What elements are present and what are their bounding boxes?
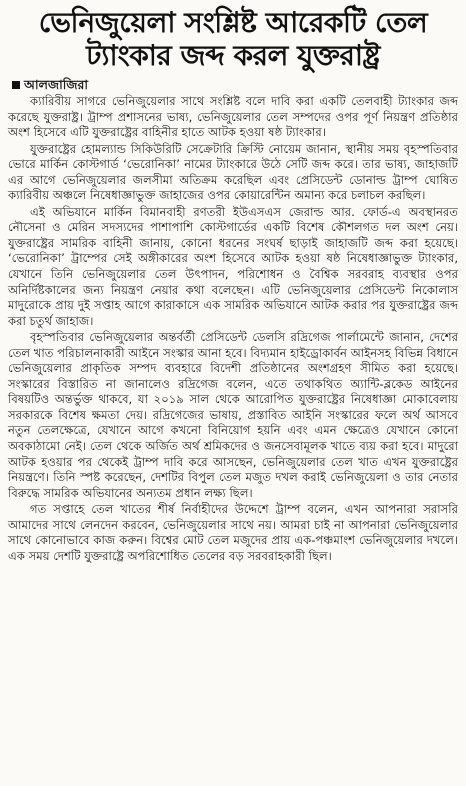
source-name: আলজাজিরা [24,77,88,92]
bullet-square-icon [12,81,20,89]
paragraph-1: ক্যারিবীয় সাগরে ভেনিজুয়েলার সাথে সংশ্লিষ্ট বলে দাবি করা একটি তেলবাহী ট্যাংকার জব্দ করেছে যুক্তরাষ্ট্র। ট্রাম্প প্রশাসনের ভাষ্য, ভেনিজুয়েলার তেল সম্পদের ওপর পূর্ণ নিয়ন্ত্রণ প্রতিষ্ঠার অংশ হিসেবে এটি যুক্তরাষ্ট্রের বাহিনীর হাতে আটক হওয়া ষষ্ঠ ট্যাংকার। [8,94,458,140]
paragraph-3: এই অভিযানে মার্কিন বিমানবাহী রণতরী ইউএসএস জেরাল্ড আর. ফোর্ড-এ অবস্থানরত নৌসেনা ও মেরিন সদস্যদের পাশাপাশি কোস্টগার্ডের একটি বিশেষ কৌশলগত দল অংশ নেয়। যুক্তরাষ্ট্রের সামরিক বাহিনী জানায়, কোনো ধরনের সংঘর্ষ ছাড়াই জাহাজটি জব্দ করা হয়েছে। ‘ভেরোনিকা’ ট্রাম্পের সেই অঙ্গীকারের অংশ হিসেবে আটক হওয়া ষষ্ঠ নিষেধাজ্ঞাভুক্ত ট্যাংকার, যেখানে তিনি ভেনিজুয়েলার তেল উৎপাদন, পরিশোধন ও বৈশ্বিক সরবরাহ ব্যবস্থার ওপর অনির্দিষ্টকালের জন্য নিয়ন্ত্রণ নেয়ার কথা বলেছেন। এটি ভেনিজুয়েলার প্রেসিডেন্ট নিকোলাস মাদুরোকে প্রায় দুই সপ্তাহ আগে কারাকাসে এক সামরিক অভিযানে আটক করার পর যুক্তরাষ্ট্রের জব্দ করা চতুর্থ জাহাজ। [8,204,458,328]
source-line [8,76,458,93]
paragraph-5: গত সপ্তাহে তেল খাতের শীর্ষ নির্বাহীদের উদ্দেশে ট্রাম্প বলেন, এখন আপনারা সরাসরি আমাদের সাথে লেনদেন করবেন, ভেনিজুয়েলার সাথে নয়। আমরা চাই না আপনারা ভেনিজুয়েলার সাথে কোনোভাবে কাজ করুন। বিশ্বের মোট তেল মজুদের প্রায় এক-পঞ্চমাংশ ভেনিজুয়েলার দখলে। এক সময় দেশটি যুক্তরাষ্ট্রে অপরিশোধিত তেলের বড় সরবরাহকারী ছিল। [8,502,458,563]
paragraph-2: যুক্তরাষ্ট্রের হোমল্যান্ড সিকিউরিটি সেক্রেটারি ক্রিস্টি নোয়েম জানান, স্থানীয় সময় বৃহস্পতিবার ভোরে মার্কিন কোস্টগার্ড ‘ভেরোনিকা’ নামের ট্যাংকারে উঠে সেটি জব্দ করে। তার ভাষ্য, জাহাজটি এর আগে ভেনিজুয়েলার জলসীমা অতিক্রম করেছিল এবং প্রেসিডেন্ট ডোনাল্ড ট্রাম্প ঘোষিত ক্যারিবীয় অঞ্চলে নিষেধাজ্ঞাভুক্ত জাহাজের ওপর কোয়ারেন্টিন অমান্য করে চলাচল করছিল। [8,141,458,203]
paragraph-4: বৃহস্পতিবার ভেনিজুয়েলার অন্তর্বর্তী প্রেসিডেন্ট ডেলসি রদ্রিগেজ পার্লামেন্টে জানান, দেশের তেল খাত পরিচালনাকারী আইনে সংস্কার আনা হবে। বিদ্যমান হাইড্রোকার্বন আইনসহ বিভিন্ন বিধানে ভেনিজুয়েলার প্রাকৃতিক সম্পদ ব্যবহারে বিদেশী প্রতিষ্ঠানের অংশগ্রহণ সীমিত করা হয়েছে। সংস্কারের বিস্তারিত না জানালেও রদ্রিগেজ বলেন, এতে তথাকথিত অ্যান্টি-ব্লকেড আইনের বিষয়টিও অন্তর্ভুক্ত থাকবে, যা ২০১৯ সাল থেকে আরোপিত যুক্তরাষ্ট্রের নিষেধাজ্ঞা মোকাবেলায় সরকারকে বিশেষ ক্ষমতা দেয়। রদ্রিগেজের ভাষায়, প্রস্তাবিত আইনি সংস্কারের ফলে অর্থ আসবে নতুন তেলক্ষেত্রে, যেখানে আগে কখনো বিনিয়োগ হয়নি এবং এমন ক্ষেত্রেও যেখানে কোনো অবকাঠামো নেই। তেল থেকে অর্জিত অর্থ শ্রমিকদের ও জনসেবামূলক খাতে ব্যয় করা হবে। মাদুরো আটক হওয়ার পর থেকেই ট্রাম্প দাবি করে আসছেন, ভেনিজুয়েলার তেল খাত এখন যুক্তরাষ্ট্রের নিয়ন্ত্রণে। তিনি স্পষ্ট করেছেন, দেশটির বিপুল তেল মজুত দখল করাই ভেনিজুয়েলা ও তার নেতার বিরুদ্ধে সামরিক অভিযানের অন্যতম প্রধান লক্ষ্য ছিল। [8,330,458,500]
headline: ভেনিজুয়েলা সংশ্লিষ্ট আরেকটি তেল ট্যাংকার জব্দ করল যুক্তরাষ্ট্র [38,6,428,72]
